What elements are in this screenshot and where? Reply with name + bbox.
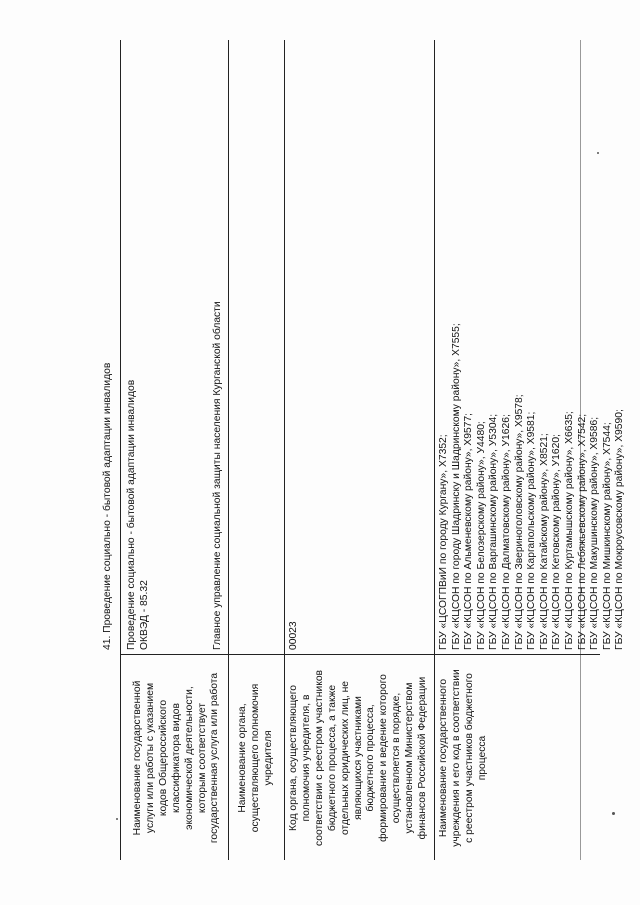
institutions-label-line: Наименование государственного [438, 678, 449, 838]
service-value-line: Проведение социально - бытовой адаптации инвалидов [126, 379, 137, 650]
founder-code-label-line: формирование и ведение которого [378, 674, 390, 842]
institution-item: ГБУ «КЦСОН по Альменевскому району», Х9577; [463, 413, 475, 650]
service-label-cell [132, 660, 222, 856]
founder-code-label-line: бюджетного процесса, [365, 704, 377, 812]
founder-label-line: Наименование органа, [237, 703, 248, 813]
institution-item: ГБУ «КЦСОН по Далматовскому району», У1626; [500, 414, 512, 650]
table-row-divider [284, 40, 285, 860]
service-value-line: ОКВЭД - 85.32 [138, 580, 150, 650]
service-label-line: кодов Общероссийского [157, 699, 169, 817]
founder-code-value: 00023 [288, 621, 299, 650]
service-header: 41. Проведение социально - бытовой адаптации инвалидов [102, 362, 113, 650]
institution-item: ГБУ «КЦСОН по Каргапольскому району», Х9581; [526, 411, 538, 650]
founder-value-cell [212, 50, 225, 650]
founder-code-value-cell [288, 50, 301, 650]
scan-speck [116, 818, 118, 820]
founder-code-label-line: соответствии с реестром участников [313, 669, 325, 847]
institutions-label-line: процесса [476, 735, 488, 781]
institution-item: ГБУ «КЦСОН по Варгашинскому району», У5304; [488, 413, 500, 650]
institution-item: ГБУ «КЦСОН по Макушинскому району», Х9586; [589, 416, 601, 650]
service-label-line: экономической деятельности, [183, 686, 195, 830]
institution-item: ГБУ «КЦСОН по Катайскому району», Х8521; [538, 433, 550, 650]
founder-label-cell [237, 660, 276, 856]
founder-label-line: осуществляющего полномочия [249, 683, 261, 833]
founder-label-line: учредителя [262, 730, 274, 786]
founder-code-label-line: полномочия учредителя, в [300, 694, 312, 822]
service-header-cell [102, 50, 115, 650]
founder-code-label-line: Код органа, осуществляющего [288, 684, 299, 832]
institution-item: ГБУ «ЦСОГПВиИ по городу Кургану», Х7352; [438, 434, 449, 650]
institutions-label-cell [438, 660, 490, 856]
founder-code-label-line: осуществляется в порядке, [391, 692, 403, 824]
service-label-line: Наименование государственной [132, 680, 143, 836]
scan-speck [597, 152, 599, 154]
founder-code-label-line: финансов Российской Федерации [417, 676, 429, 840]
institution-item: ГБУ «КЦСОН по Звериноголовскому району», Х9578; [513, 394, 525, 650]
founder-code-label-line: установленном Министерством [404, 682, 416, 834]
founder-code-label-cell [288, 660, 430, 856]
service-label-line: классификатора видов [170, 703, 182, 813]
institution-item: ГБУ «КЦСОН по Белозерскому району», У4480; [475, 421, 487, 650]
institutions-label-line: с реестром участников бюджетного [463, 673, 475, 843]
institutions-list-cell [438, 50, 627, 650]
founder-value: Главное управление социальной защиты населения Курганской области [212, 301, 223, 650]
scan-speck [612, 812, 615, 815]
founder-code-label-line: отдельных юридических лиц, не [339, 681, 351, 835]
founder-code-label-line: бюджетного процесса, а также [326, 684, 338, 832]
institution-item: ГБУ «КЦСОН по Мокроусовскому району», Х9590; [614, 409, 626, 650]
institution-item: ГБУ «КЦСОН по Куртамышскому району», Х6635; [563, 411, 575, 650]
institution-item: ГБУ «КЦСОН по городу Шадринску и Шадринскому району», Х7555; [450, 323, 462, 650]
table-row-divider [228, 40, 229, 860]
table-column-divider [120, 654, 600, 655]
founder-code-label-line: являющихся участниками [352, 696, 364, 820]
table-row-divider [120, 40, 121, 860]
rotated-document-sheet [96, 40, 626, 860]
institutions-label-line: учреждения и его код в соответствии [450, 669, 462, 847]
service-label-line: услуги или работы с указанием [144, 682, 156, 834]
institution-item: ГБУ «КЦСОН по Мишкинскому району», Х7544; [601, 422, 613, 650]
table-row-divider [434, 40, 435, 860]
service-label-line: которым соответствует [196, 702, 208, 814]
service-value-cell [126, 50, 151, 650]
service-label-line: государственная услуга или работа [209, 672, 221, 844]
passport-table [96, 40, 626, 860]
institution-item: ГБУ «КЦСОН по Лебяжьевскому району», Х7542; [576, 413, 588, 650]
institution-item: ГБУ «КЦСОН по Кетовскому району», У1620; [551, 434, 563, 650]
